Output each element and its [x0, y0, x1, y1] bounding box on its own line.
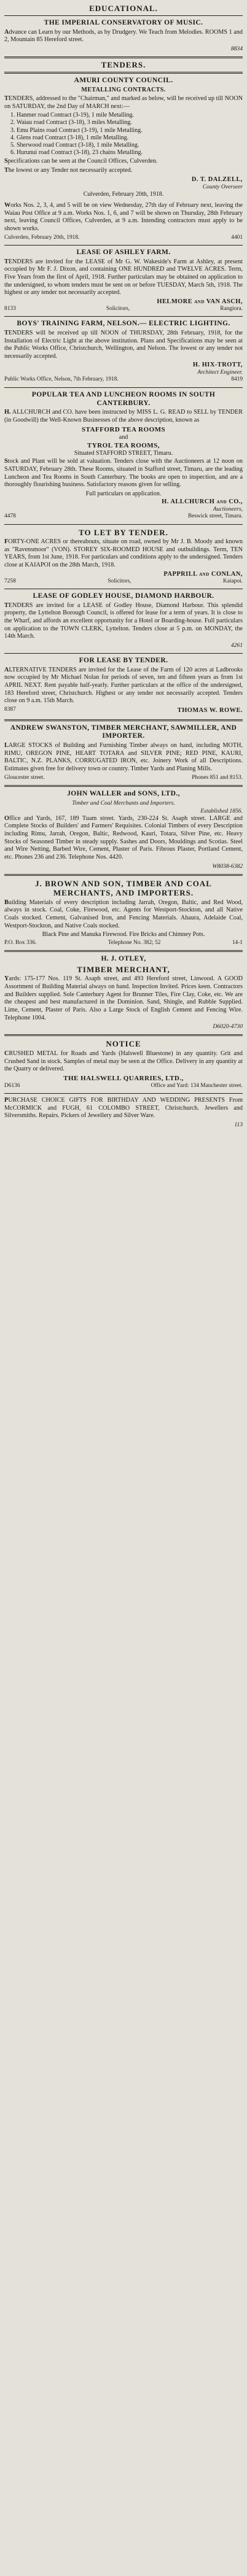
ad-footer: [4, 706, 243, 715]
divider: [4, 653, 243, 654]
ad-po-box: P.O. Box 336.: [4, 939, 37, 946]
divider: [4, 950, 243, 952]
list-item: 5. Sherwood road Contract (3-18), 1 mile Metalling.: [10, 141, 139, 149]
ad-otley: [4, 954, 243, 1032]
ad-godley-house: [4, 591, 243, 651]
ad-signature-role: County Overseer: [202, 183, 243, 190]
ad-footer: [4, 234, 243, 241]
ad-title: THE IMPERIAL CONSERVATORY OF MUSIC.: [44, 19, 203, 26]
ad-body: Advance can Learn by our Methods, as by Drudgery. We Teach from Melodies. ROOMS 1 and 2, Mountain 85 Hereford street.: [4, 28, 243, 44]
ad-title: NOTICE: [106, 1039, 141, 1049]
ad-feature-line: STAFFORD TEA ROOMS: [81, 425, 166, 433]
ad-body: Yards: 175-177 Nos. 119 St. Asaph street, and 493 Hereford street, Linwood. A GOOD Assortment of Building Material always on hand. Inspection Invited. Prices keen. Contractors and Builders supplied. Sole Canterbury Agent for Brunner Tiles, Fire Clay, Coke, etc. We are the cheapest and best manufactured in the Dominion. Sand, Shingle, and Rubble Supplied. Lime, Cement, Plaster of Paris. Also a Large Stock of English Cement and Fencing Wire. Telephone 1004.: [4, 975, 243, 1021]
ad-date: Culverden, February 20th, 1918.: [83, 190, 164, 198]
ad-ref: 7258: [4, 578, 16, 584]
ad-boys-training-farm: [4, 319, 243, 385]
list-item: 6. Hurunui road Contract (3-18), 23 chains Metalling.: [10, 149, 143, 157]
ad-body: ALTERNATIVE TENDERS are invited for the Lease of the Farm of 120 acres at Ladbrooks now occupied by Mr Michael Nolan for periods of seven, ten and fifteen years as from 1st APRIL NEXT. Rent payable half-yearly. Further particulars at the office of the undersigned, 183 Hereford street, Christchurch. Highest or any tender not necessarily accepted. Tenders close on 9 a.m. 15th March.: [4, 666, 243, 705]
ad-notice: [4, 1038, 243, 1091]
ad-body: LARGE STOCKS of Building and Furnishing Timber always on hand, including MOTH, RIMU, OREGON PINE, HEART TOTARA and SILVER PINE; RED PINE, KAURI, BALTIC, N.Z. PLANKS, CORRUGATED IRON, etc. Joinery Work of all Descriptions. Estimates given free for delivery town or country. Timber Yards and Planing Mills.: [4, 742, 243, 773]
contract-list: [10, 112, 243, 157]
ad-body: Stock and Plant will be sold at valuation. Tenders close with the Auctioneers at 12 noon on SATURDAY, February 28th. These Rooms, situated in Stafford street, Timaru, are the leading Luncheon and Tea Rooms in South Canterbury. The books are open to inspection, and are a thoroughly flourishing business. Satisfactory reasons given for selling.: [4, 458, 243, 489]
ad-title: FOR LEASE BY TENDER.: [79, 657, 168, 665]
list-item: 2. Waiau road Contract (3-18), 3 miles Metalling.: [10, 119, 132, 126]
ad-signature: D. T. DALZELL,: [191, 176, 243, 183]
list-item: 3. Emu Plains road Contract (3-19), 1 mile Metalling.: [10, 126, 143, 134]
ad-ref: W8038-6382: [212, 862, 243, 870]
ad-address: Office and Yard: 134 Manchester street.: [151, 1082, 243, 1089]
ad-body: PURCHASE CHOICE GIFTS FOR BIRTHDAY AND WEDDING PRESENTS From McCORMICK and FUGH, 61 COLOMBO STREET, Christchurch. Jewellers and Silversmiths. Repairs. Pickers of Jewellery and Silver Ware.: [4, 1097, 243, 1120]
ad-date: Culverden, February 20th, 1918.: [4, 234, 80, 241]
ad-company: THE HALSWELL QUARRIES, LTD.,: [63, 1074, 184, 1082]
ad-signature: HELMORE and VAN ASCH,: [157, 298, 243, 305]
ad-body: FORTY-ONE ACRES or thereabouts, situate on road, owned by Mr J. B. Moody and known as "Ravensmoor" (VON). STOREY SIX-ROOMED HOUSE and outbuildings. Term, TEN YEARS, from 1st June, 1918. For particulars and conditions apply to the undersigned. Tenders close at KAIAPOI on the 28th March, 1918.: [4, 538, 243, 569]
ad-body: Office and Yards, 167, 189 Tuam street. Yards, 230-224 St. Asaph street. LARGE and Complete Stocks of Builders' and Farmers' Requisites. Colonial Timbers of every Description including Rimu, Jarrah, Oregon, Baltic, Redwood, Kauri, Totara, Silver Pine, etc. Heavy Stocks of Seasoned Timber in steady supply. Sashes and Doors, Mouldings and Scotias. Steel and Wire Netting, Barbed Wire, Cement, Plaster of Paris. Fibrous Plaster, Portland Cement, etc. Phones 236 and 236. Telephone Nos. 4420.: [4, 814, 243, 861]
section-educational-heading: EDUCATIONAL.: [89, 4, 158, 13]
divider: [4, 785, 243, 787]
ad-feature-line: TYROL TEA ROOMS,: [87, 441, 160, 449]
ad-footer: [4, 775, 243, 781]
ad-presents: [4, 1096, 243, 1131]
ad-title: JOHN WALLER and SONS, LTD.,: [67, 789, 180, 797]
ad-subtitle: TIMBER MERCHANT,: [77, 964, 170, 974]
ad-signature: H. ALLCHURCH and CO.,: [162, 498, 243, 506]
ad-spec: Specifications can be seen at the Council Offices, Culverden.: [4, 158, 158, 165]
ad-ref: 8834: [230, 45, 243, 53]
ad-title: TO LET BY TENDER.: [79, 527, 168, 537]
ad-signature-role: Auctioneers,: [213, 506, 243, 513]
ad-signature: PAPPRILL and CONLAN,: [163, 570, 243, 578]
ad-footer: [4, 306, 243, 312]
divider: [4, 387, 243, 388]
ad-body: TENDERS are invited for the LEASE of Mr G. W. Wakeside's Farm at Ashley, at present occupied by Mr F. J. Dixon, and containing ONE HUNDRED and TWELVE ACRES. Term, Five Years from the first of April, 1918. Further particulars may be obtained on application to the undersigned, to whom tenders must be sent on or before TUESDAY, March 5th, 1918. The highest or any tender not necessarily accepted.: [4, 258, 243, 296]
ad-brown: [4, 878, 243, 948]
ad-note: The lowest or any Tender not necessarily accepted.: [4, 166, 133, 174]
ad-body: TENDERS are invited for a LEASE of Godley House, Diamond Harbour. This splendid property, the Lyttelton Borough Council, is offered for lease for a term of years. It is close to the Wharf, and affords an excellent opportunity for a Hotel or Boarding-house. Full particulars on application to the TOWN CLERK, Lyttelton. Tenders close at 5 p.m. on MONDAY, the 14th March.: [4, 601, 243, 640]
list-item: 4. Glens road Contract (3-18), 1 mile Metalling.: [10, 134, 129, 141]
ad-title: LEASE OF ASHLEY FARM.: [76, 248, 171, 256]
ad-ref: 8133: [4, 305, 16, 312]
divider: [4, 72, 243, 74]
ad-address: Gloucester street.: [4, 774, 45, 781]
ad-note: Black Pine and Manuka Firewood. Fire Bricks and Chimney Pots.: [42, 931, 205, 938]
divider: [4, 874, 243, 876]
ad-footer: [4, 940, 243, 946]
ad-tea-rooms: [4, 390, 243, 522]
ad-signature: H. HIX-TROTT,: [192, 362, 243, 369]
ad-title: AMURI COUNTY COUNCIL.: [74, 77, 173, 85]
ad-title: ANDREW SWANSTON, TIMBER MERCHANT, SAWMILLER, AND IMPORTER.: [10, 724, 237, 740]
ad-feature-line: and: [119, 433, 128, 441]
ad-ref: 4261: [230, 642, 243, 649]
ad-footer: [4, 376, 243, 383]
ad-ref: 4401: [231, 234, 243, 241]
ad-body: Works Nos. 2, 3, 4, and 5 will be on view Wednesday, 27th day of February next, leaving the Waiau Post Office at 9 a.m. Works Nos. 1, 6, and 7 will be shown on Thursday, 28th February next, leaving Council Offices, Culverden, at 9 a.m. Intending contractors must apply to be shown works.: [4, 201, 243, 232]
ad-waller: [4, 789, 243, 872]
ad-location: Beswick street, Timaru.: [187, 513, 243, 520]
ad-ref: 4478: [4, 513, 16, 520]
ad-ref: 113: [234, 1121, 243, 1128]
divider: [4, 1034, 243, 1036]
ad-swanston: [4, 723, 243, 783]
list-item: 1. Hanmer road Contract (3-19), 1 mile Metalling.: [10, 112, 135, 119]
ad-subtitle: Timber and Coal Merchants and Importers.: [72, 799, 175, 806]
ad-title: H. J. OTLEY,: [101, 955, 146, 963]
ad-title: BOYS' TRAINING FARM, NELSON.— ELECTRIC LIGHTING.: [17, 320, 230, 328]
ad-ref: 8419: [231, 376, 243, 383]
ad-date: Public Works Office, Nelson, 7th February, 1918.: [4, 376, 119, 383]
ad-title: LEASE OF GODLEY HOUSE, DIAMOND HARBOUR.: [33, 592, 214, 600]
divider: [4, 719, 243, 721]
ad-signature-role: Solicitors,: [106, 305, 130, 312]
ad-ref: D6020-4730: [213, 1023, 243, 1031]
ad-body: TENDERS, addressed to the "Chairman," and marked as below, will be received up till NOON on SATURDAY, the 2nd Day of MARCH next:—: [4, 95, 243, 110]
ad-phones: Phones 851 and 8153.: [192, 774, 243, 781]
divider: [4, 56, 243, 58]
ad-established: Established 1856.: [200, 807, 243, 814]
ad-ref: 8387: [4, 706, 16, 713]
ad-feature-line: Situated STAFFORD STREET, Timaru.: [74, 449, 173, 457]
divider: [4, 245, 243, 246]
ad-subtitle: METALLING CONTRACTS.: [81, 86, 166, 93]
ad-body: CRUSHED METAL for Roads and Yards (Halswell Bluestone) in any quantity. Grit and Crushed Sand in stock. Samples of metal may be seen at the Office. Delivery in any quantity at the Quarry or delivered.: [4, 1050, 243, 1073]
ad-ref: D6136: [4, 1082, 20, 1089]
ad-signature: THOMAS W. ROWE.: [177, 707, 243, 714]
ad-note: Full particulars on application.: [85, 490, 162, 497]
ad-body: H. ALLCHURCH and CO. have been instructed by MISS L. G. READ to SELL by TENDER (in Goodwill) the Well-Known Businesses of the above description, known as: [4, 409, 243, 424]
ad-footer: [4, 513, 243, 520]
ad-for-lease: [4, 656, 243, 717]
ad-footer: [4, 578, 243, 585]
ad-body: TENDERS will be received up till NOON of THURSDAY, 28th February, 1918, for the Installation of Electric Light at the above institution. Plans and Specifications may be seen at the Public Works Office, Christchurch, Wellington, and Nelson. The lowest or any tender not necessarily accepted.: [4, 329, 243, 360]
ad-ashley-farm: [4, 247, 243, 314]
divider: [4, 524, 243, 525]
ad-location: Rangiora.: [220, 305, 243, 312]
section-tenders-heading: TENDERS.: [101, 60, 146, 70]
ad-footer: [4, 1083, 243, 1089]
ad-ref: 14-1: [232, 939, 243, 946]
ad-title: POPULAR TEA AND LUNCHEON ROOMS IN SOUTH CANTERBURY.: [31, 390, 216, 407]
ad-conservatory: [4, 18, 243, 55]
ad-body: Building Materials of every description including Jarrah, Oregon, Baltic, and Red Wood, always in stock. Coal, Coke, Firewood, etc. Agents for Westport-Stockton, and all Native Coals stocked. Cement, Galvanised Iron, and Fencing Materials. Ahaura, Adelaide Coal, Westport-Stockton, and Native Coals stocked.: [4, 899, 243, 929]
ad-location: Kaiapoi.: [222, 578, 243, 584]
ad-signature-role: Solicitors,: [108, 578, 131, 584]
ad-amuri-council: [4, 75, 243, 201]
divider: [4, 316, 243, 317]
divider: [4, 15, 243, 16]
ad-to-let: [4, 527, 243, 587]
ad-works-viewing: [4, 201, 243, 243]
ad-phones: Telephone No. 382; 52: [108, 939, 161, 946]
ad-title: J. BROWN AND SON, TIMBER AND COAL MERCHANTS, AND IMPORTERS.: [35, 878, 212, 898]
ad-signature-role: Architect Engineer.: [197, 369, 243, 376]
divider: [4, 1093, 243, 1094]
